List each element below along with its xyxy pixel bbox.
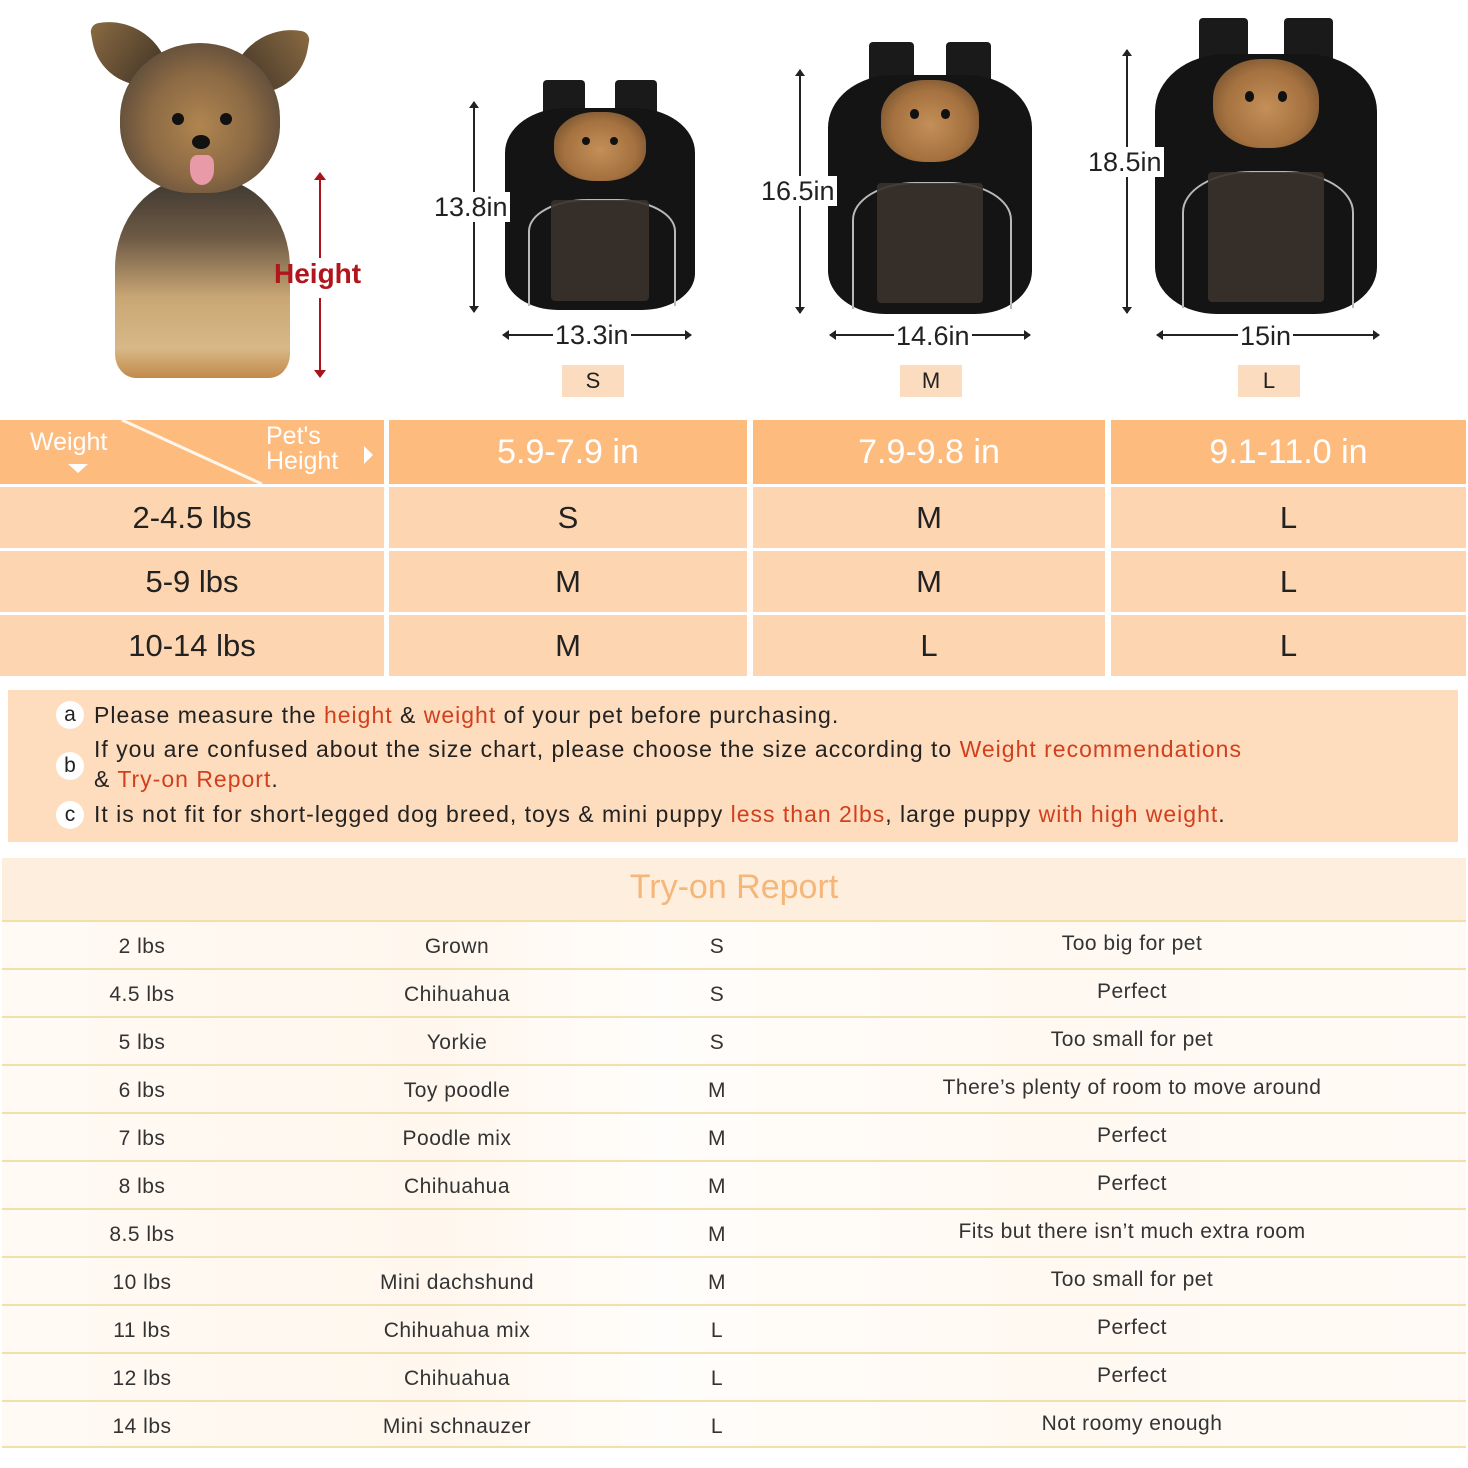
note-text: If you are confused about the size chart, please choose the size according to xyxy=(94,736,960,762)
pet-weight: 4.5 lbs xyxy=(109,983,175,1006)
dog-face-in-backpack xyxy=(1213,59,1320,148)
pet-breed: Chihuahua xyxy=(403,1367,511,1390)
note-b xyxy=(64,734,1414,794)
tried-size: M xyxy=(708,1175,726,1198)
pet-weight: 8 lbs xyxy=(118,1175,166,1198)
tried-size: L xyxy=(710,1415,724,1438)
pet-weight: 6 lbs xyxy=(118,1079,166,1102)
try-on-report-table xyxy=(2,858,1466,1458)
height-label: Height xyxy=(274,258,362,289)
size-badge-l: L xyxy=(1238,365,1300,397)
tried-size: S xyxy=(709,1031,725,1054)
bullet-c-icon: c xyxy=(56,801,84,829)
tried-size: M xyxy=(708,1079,726,1102)
dog-eye-right xyxy=(220,113,232,125)
weight-axis-label: Weight xyxy=(30,428,108,456)
backpack-m-height: 16.5in xyxy=(761,176,835,206)
tried-size: M xyxy=(708,1127,726,1150)
table-row xyxy=(2,968,1466,1016)
dog-tongue xyxy=(190,155,214,185)
pet-height-axis-label xyxy=(266,424,338,474)
pet-breed: Chihuahua xyxy=(403,1175,511,1198)
dog-face-in-backpack xyxy=(554,112,645,181)
note-text: Please measure the xyxy=(94,702,324,728)
sizing-notes-panel xyxy=(8,690,1458,842)
pet-weight: 14 lbs xyxy=(112,1415,172,1438)
fit-result: Too small for pet xyxy=(1050,1028,1214,1051)
pet-weight: 7 lbs xyxy=(118,1127,166,1150)
bullet-b-icon: b xyxy=(56,752,84,780)
try-on-report-title: Try-on Report xyxy=(2,858,1466,920)
fit-result: Not roomy enough xyxy=(1041,1412,1223,1435)
pet-weight: 2 lbs xyxy=(118,935,166,958)
fit-result: Perfect xyxy=(1096,1316,1168,1339)
tried-size: L xyxy=(710,1367,724,1390)
fit-result: Perfect xyxy=(1096,1364,1168,1387)
pet-breed: Mini dachshund xyxy=(379,1271,535,1294)
note-text: , large puppy xyxy=(885,801,1039,827)
size-cell: M xyxy=(753,487,1105,548)
bullet-a-icon: a xyxy=(56,701,84,729)
note-highlight: Try-on Report xyxy=(117,766,272,792)
tried-size: M xyxy=(708,1223,726,1246)
table-bottom-border xyxy=(2,1446,1466,1448)
pet-breed: Poodle mix xyxy=(402,1127,512,1150)
pet-weight: 5 lbs xyxy=(118,1031,166,1054)
note-highlight: with high weight xyxy=(1038,801,1219,827)
fit-result: There’s plenty of room to move around xyxy=(942,1076,1322,1099)
backpack-medium-image xyxy=(828,42,1032,314)
note-text: . xyxy=(1218,801,1226,827)
table-row xyxy=(2,1400,1466,1448)
size-cell: S xyxy=(389,487,747,548)
height-dimension-arrow-icon xyxy=(1126,50,1128,313)
column-header: 9.1-11.0 in xyxy=(1111,420,1466,484)
fit-result: Fits but there isn’t much extra room xyxy=(958,1220,1306,1243)
weight-row-label: 10-14 lbs xyxy=(0,615,384,676)
pet-height-label-line1: Pet's xyxy=(266,422,321,450)
dog-body xyxy=(115,178,290,378)
size-cell: L xyxy=(1111,615,1466,676)
pet-weight: 10 lbs xyxy=(112,1271,172,1294)
table-row xyxy=(2,1112,1466,1160)
size-cell: M xyxy=(389,615,747,676)
size-cell: L xyxy=(1111,487,1466,548)
weight-row-label: 2-4.5 lbs xyxy=(0,487,384,548)
pet-breed: Chihuahua mix xyxy=(383,1319,531,1342)
size-badge-m: M xyxy=(900,365,962,397)
column-header: 5.9-7.9 in xyxy=(389,420,747,484)
size-cell: L xyxy=(753,615,1105,676)
backpack-m-width: 14.6in xyxy=(896,321,970,351)
note-highlight: less than 2lbs xyxy=(730,801,886,827)
pet-weight: 11 lbs xyxy=(113,1319,171,1342)
pet-breed xyxy=(302,1210,612,1256)
weight-row-label: 5-9 lbs xyxy=(0,551,384,612)
dog-eye-left xyxy=(172,113,184,125)
dog-nose xyxy=(192,135,210,149)
dog-face-in-backpack xyxy=(881,80,979,162)
note-highlight: weight xyxy=(423,702,497,728)
note-text: It is not fit for short-legged dog breed, toys & mini puppy xyxy=(94,801,731,827)
note-c xyxy=(64,799,1226,829)
yorkie-dog-photo xyxy=(95,18,305,378)
tried-size: M xyxy=(708,1271,726,1294)
note-text: & xyxy=(392,702,424,728)
tried-size: S xyxy=(709,935,725,958)
arrow-down-icon xyxy=(314,370,326,378)
triangle-right-icon xyxy=(364,446,373,464)
note-text: & xyxy=(94,766,118,792)
product-illustration-area xyxy=(0,0,1468,410)
size-chart-corner-header xyxy=(0,420,384,484)
tried-size: L xyxy=(710,1319,724,1342)
fit-result: Perfect xyxy=(1096,980,1168,1003)
backpack-mesh-window xyxy=(877,183,983,303)
table-row xyxy=(2,1064,1466,1112)
column-header: 7.9-9.8 in xyxy=(753,420,1105,484)
pet-breed: Yorkie xyxy=(426,1031,488,1054)
size-cell: M xyxy=(753,551,1105,612)
note-highlight: height xyxy=(323,702,393,728)
fit-result: Too small for pet xyxy=(1050,1268,1214,1291)
arrow-shaft-bottom xyxy=(319,298,321,372)
fit-result: Perfect xyxy=(1096,1124,1168,1147)
backpack-s-width: 13.3in xyxy=(555,320,629,350)
backpack-mesh-window xyxy=(551,200,650,301)
table-row xyxy=(2,1208,1466,1256)
note-highlight: Weight recommendations xyxy=(959,736,1242,762)
backpack-s-height: 13.8in xyxy=(434,192,508,222)
table-row xyxy=(2,1016,1466,1064)
table-row xyxy=(2,1352,1466,1400)
backpack-mesh-window xyxy=(1208,172,1323,302)
table-row xyxy=(2,1304,1466,1352)
note-a xyxy=(64,700,840,730)
dog-head xyxy=(120,43,280,193)
note-text: . xyxy=(271,766,279,792)
size-cell: M xyxy=(389,551,747,612)
backpack-large-image xyxy=(1155,18,1377,314)
note-text: of your pet before purchasing. xyxy=(496,702,840,728)
pet-breed: Chihuahua xyxy=(403,983,511,1006)
backpack-l-width: 15in xyxy=(1240,321,1292,351)
pet-breed: Mini schnauzer xyxy=(382,1415,532,1438)
triangle-down-icon xyxy=(68,464,88,473)
table-row xyxy=(2,1256,1466,1304)
pet-weight: 12 lbs xyxy=(112,1367,172,1390)
fit-result: Too big for pet xyxy=(1061,932,1203,955)
pet-weight: 8.5 lbs xyxy=(109,1223,175,1246)
size-chart-table xyxy=(0,418,1468,680)
table-row xyxy=(2,1160,1466,1208)
arrow-shaft-top xyxy=(319,178,321,258)
pet-breed: Toy poodle xyxy=(403,1079,511,1102)
fit-result: Perfect xyxy=(1096,1172,1168,1195)
pet-breed: Grown xyxy=(424,935,490,958)
backpack-l-height: 18.5in xyxy=(1088,147,1162,177)
size-cell: L xyxy=(1111,551,1466,612)
pet-height-label-line2: Height xyxy=(266,447,339,475)
size-badge-s: S xyxy=(562,365,624,397)
table-row xyxy=(2,920,1466,968)
backpack-small-image xyxy=(505,80,695,310)
tried-size: S xyxy=(709,983,725,1006)
